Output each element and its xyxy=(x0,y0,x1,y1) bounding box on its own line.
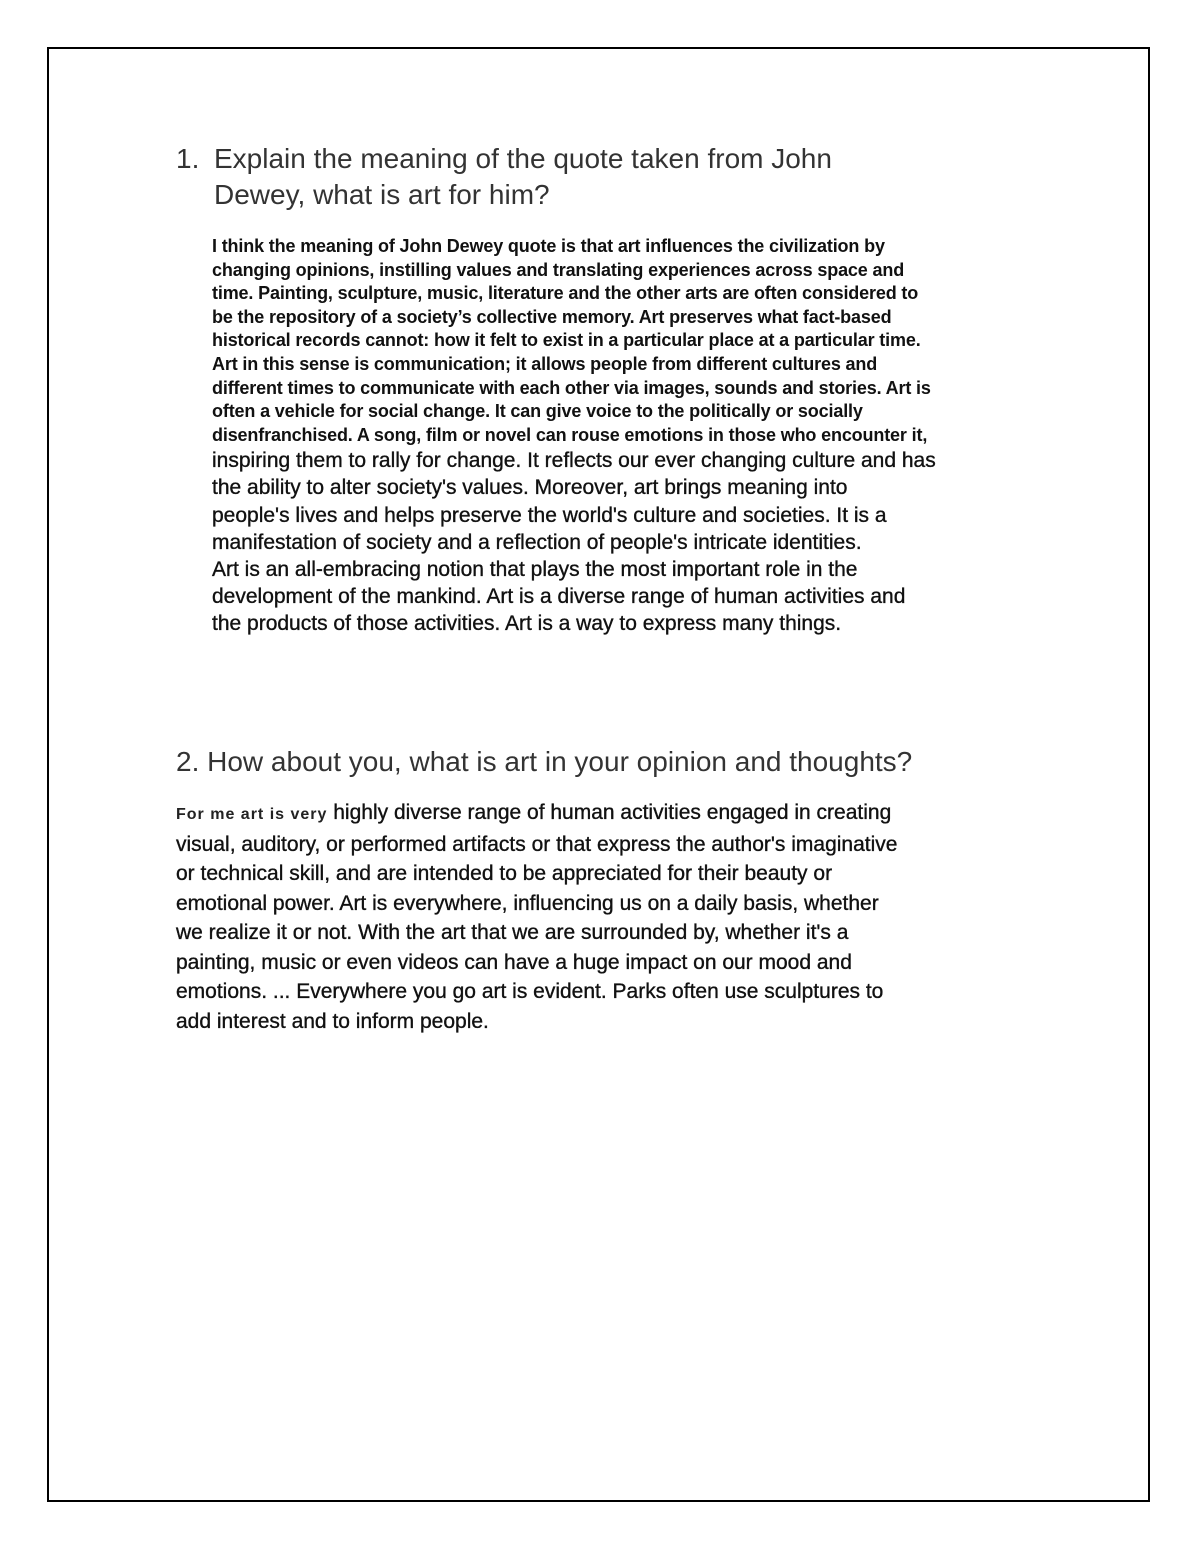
answer-1-line: be the repository of a society’s collective memory. Art preserves what fact-based xyxy=(212,306,892,327)
answer-2-line: or technical skill, and are intended to be appreciated for their beauty or xyxy=(176,862,833,885)
answer-1-line: often a vehicle for social change. It can give voice to the politically or socially xyxy=(212,401,863,422)
question-1-line-2: Dewey, what is art for him? xyxy=(214,179,550,210)
answer-1-line: Art is an all-embracing notion that plays the most important role in the xyxy=(212,557,858,581)
answer-2-line: add interest and to inform people. xyxy=(176,1009,489,1033)
answer-1-line: disenfranchised. A song, film or novel can rouse emotions in those who encounter it, xyxy=(212,424,928,445)
answer-1-line: development of the mankind. Art is a diverse range of human activities and xyxy=(212,584,906,608)
answer-2-line: emotions. ... Everywhere you go art is evident. Parks often use sculptures to xyxy=(176,980,884,1003)
answer-2-first-rest: highly diverse range of human activities engaged in creating xyxy=(327,801,892,824)
question-2-heading: 2. How about you, what is art in your opinion and thoughts? xyxy=(176,746,913,777)
answer-1-line: I think the meaning of John Dewey quote is that art influences the civilization by xyxy=(212,236,885,256)
answer-1-line: time. Painting, sculpture, music, literature and the other arts are often considered to xyxy=(212,283,919,304)
answer-2-line: we realize it or not. With the art that we are surrounded by, whether it's a xyxy=(176,921,849,944)
answer-2-lead: For me art is very xyxy=(176,806,328,823)
answer-2-line: visual, auditory, or performed artifacts or that express the author's imaginative xyxy=(176,832,898,856)
answer-2-paragraph xyxy=(176,798,1076,1036)
answer-1-line: changing opinions, instilling values and translating experiences across space and xyxy=(212,259,905,280)
answer-1-line: the ability to alter society's values. Moreover, art brings meaning into xyxy=(212,476,848,500)
answer-2-line: painting, music or even videos can have a huge impact on our mood and xyxy=(176,950,852,974)
answer-1-line: people's lives and helps preserve the world's culture and societies. It is a xyxy=(212,503,887,527)
answer-1-line: the products of those activities. Art is a way to express many things. xyxy=(212,611,842,635)
answer-1-line: different times to communicate with each other via images, sounds and stories. Art is xyxy=(212,377,931,398)
answer-1-line: manifestation of society and a reflection of people's intricate identities. xyxy=(212,530,862,554)
answer-1-line: inspiring them to rally for change. It reflects our ever changing culture and has xyxy=(212,449,936,473)
answer-2-line: emotional power. Art is everywhere, influencing us on a daily basis, whether xyxy=(176,891,879,915)
question-1-line-1: Explain the meaning of the quote taken from John xyxy=(214,143,832,174)
answer-1-line: Art in this sense is communication; it allows people from different cultures and xyxy=(212,353,878,374)
answer-1-line: historical records cannot: how it felt to exist in a particular place at a particular time. xyxy=(212,330,921,351)
question-1-heading xyxy=(176,141,936,213)
answer-1-paragraph xyxy=(212,235,1062,637)
answer-2-line xyxy=(176,798,1076,830)
question-1-number: 1. xyxy=(176,143,200,174)
